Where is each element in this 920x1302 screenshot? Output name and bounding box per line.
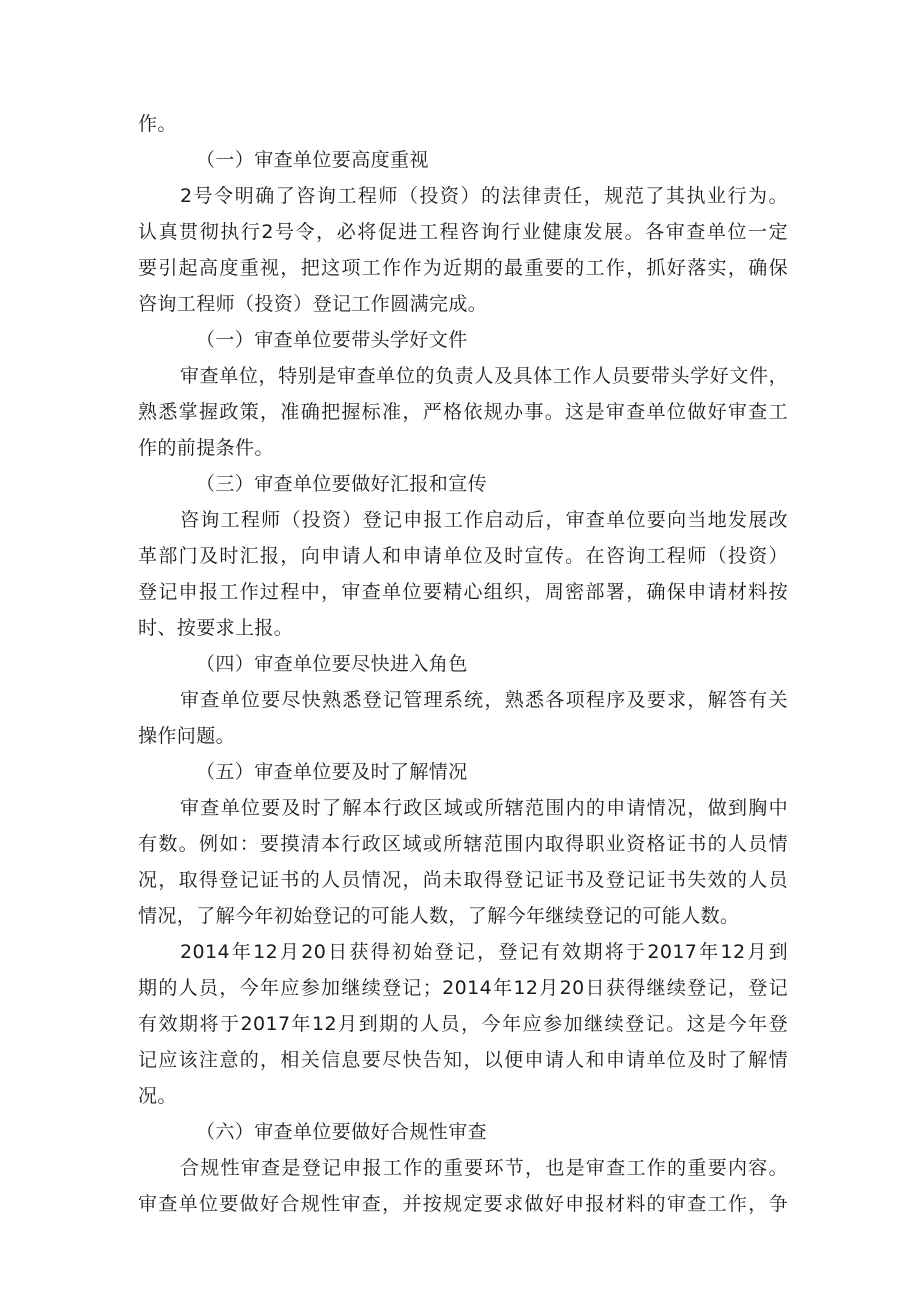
paragraph-line: 况。: [138, 1085, 177, 1107]
paragraph-line: 要引起高度重视，把这项工作作为近期的最重要的工作，抓好落实，确保: [138, 257, 788, 279]
paragraph-line: 合规性审查是登记申报工作的重要环节，也是审查工作的重要内容。: [180, 1157, 788, 1179]
paragraph-line: 革部门及时汇报，向申请人和申请单位及时宣传。在咨询工程师（投资）: [138, 545, 788, 567]
paragraph-line: 情况，了解今年初始登记的可能人数，了解今年继续登记的可能人数。: [138, 905, 740, 927]
paragraph-line: 况，取得登记证书的人员情况，尚未取得登记证书及登记证书失效的人员: [138, 869, 788, 891]
paragraph-line: 审查单位，特别是审查单位的负责人及具体工作人员要带头学好文件，: [180, 365, 788, 387]
section-heading: （三）审查单位要做好汇报和宣传: [196, 473, 488, 495]
paragraph-line: 登记申报工作过程中，审查单位要精心组织，周密部署，确保申请材料按: [138, 581, 788, 603]
paragraph-line: 咨询工程师（投资）登记申报工作启动后，审查单位要向当地发展改: [180, 509, 788, 531]
text-line: 作。: [138, 113, 177, 135]
paragraph-line: 时、按要求上报。: [138, 617, 294, 639]
paragraph-line: 作的前提条件。: [138, 437, 274, 459]
paragraph-line: 审查单位要尽快熟悉登记管理系统，熟悉各项程序及要求，解答有关: [180, 689, 788, 711]
section-heading: （一）审查单位要带头学好文件: [196, 329, 468, 351]
paragraph-line: 有效期将于2017年12月到期的人员，今年应参加继续登记。这是今年登: [138, 1013, 788, 1035]
paragraph-line: 咨询工程师（投资）登记工作圆满完成。: [138, 293, 488, 315]
paragraph-line: 熟悉掌握政策，准确把握标准，严格依规办事。这是审查单位做好审查工: [138, 401, 788, 423]
paragraph-line: 操作问题。: [138, 725, 236, 747]
paragraph-line: 认真贯彻执行2号令，必将促进工程咨询行业健康发展。各审查单位一定: [138, 221, 788, 243]
paragraph-line: 审查单位要及时了解本行政区域或所辖范围内的申请情况，做到胸中: [180, 797, 788, 819]
document-page: [138, 106, 788, 1222]
section-heading: （六）审查单位要做好合规性审查: [196, 1121, 488, 1143]
section-heading: （四）审查单位要尽快进入角色: [196, 653, 468, 675]
section-heading: （一）审查单位要高度重视: [196, 149, 429, 171]
paragraph-line: 有数。例如：要摸清本行政区域或所辖范围内取得职业资格证书的人员情: [138, 833, 788, 855]
paragraph-line: 审查单位要做好合规性审查，并按规定要求做好申报材料的审查工作，争: [138, 1193, 788, 1215]
section-heading: （五）审查单位要及时了解情况: [196, 761, 468, 783]
paragraph-line: 记应该注意的，相关信息要尽快告知，以便申请人和申请单位及时了解情: [138, 1049, 788, 1071]
paragraph-line: 期的人员，今年应参加继续登记；2014年12月20日获得继续登记，登记: [138, 977, 788, 999]
paragraph-line: 2号令明确了咨询工程师（投资）的法律责任，规范了其执业行为。: [180, 185, 788, 207]
paragraph-line: 2014年12月20日获得初始登记，登记有效期将于2017年12月到: [180, 941, 788, 963]
